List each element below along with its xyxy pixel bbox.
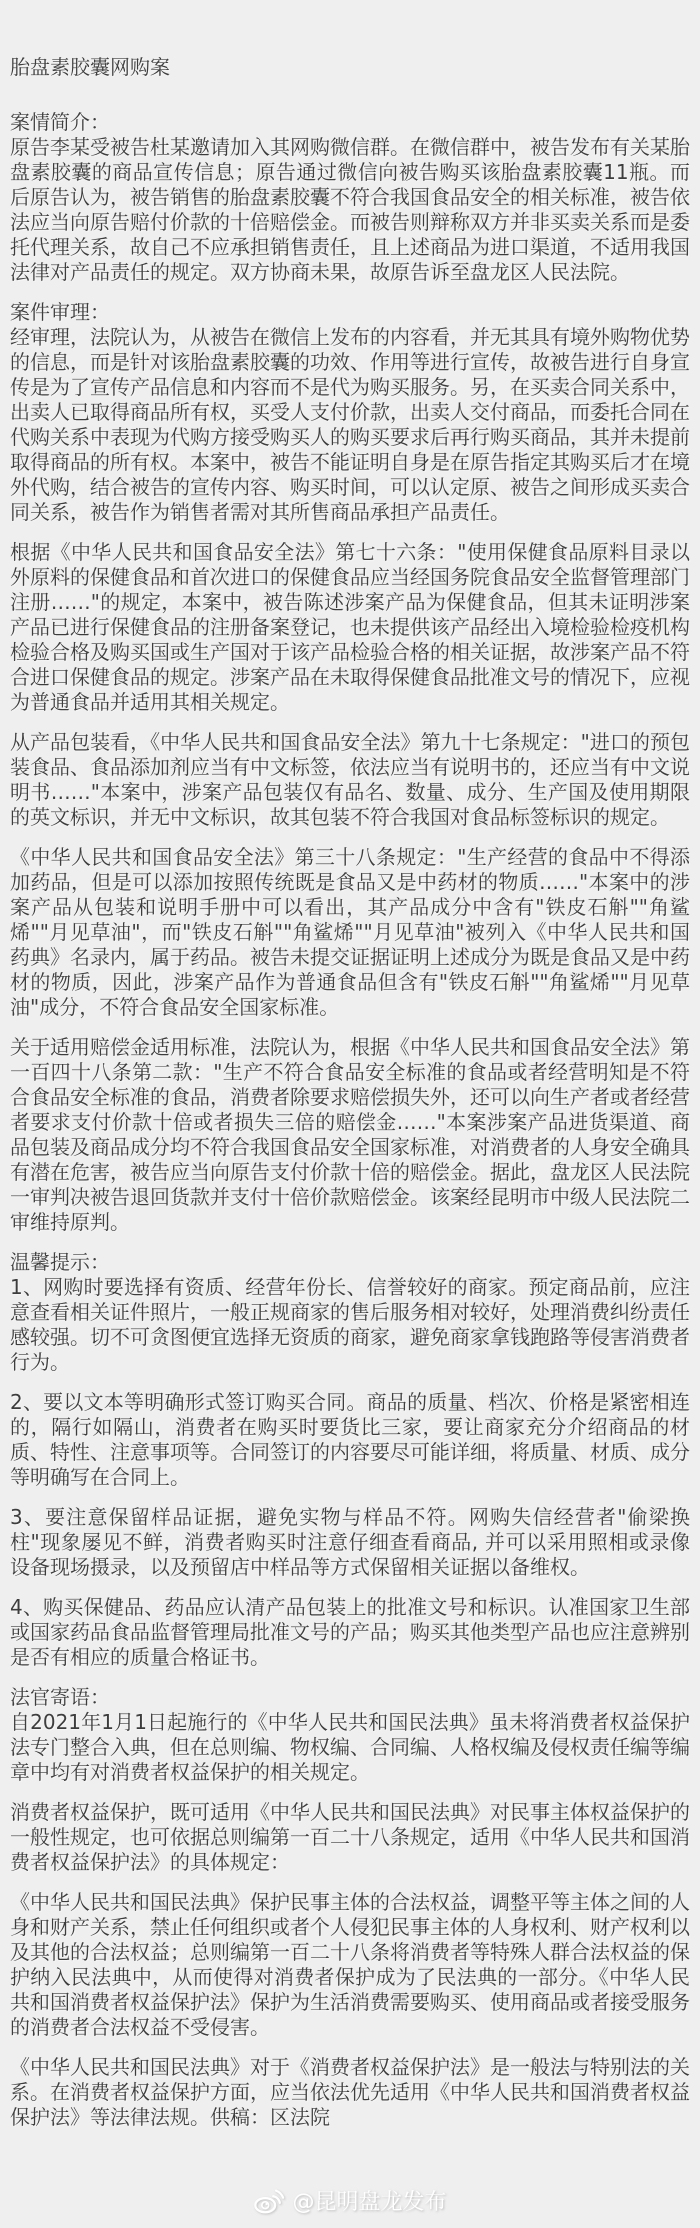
case-trial-heading: 案件审理：	[10, 300, 110, 324]
law-article-38-text: 《中华人民共和国食品安全法》第三十八条规定："生产经营的食品中不得添加药品，但是可以添加按照传统既是食品又是中药材的物质……"本案中的涉案产品从包装和说明手册中可以看出，其产品成分中含有"铁皮石斛""角鲨烯""月见草油"，而"铁皮石斛""角鲨烯""月见草油"被列入《中华人民共和国药典》名录内，属于药品。被告未提交证据证明上述成分为既是食品又是中药材的物质，因此，涉案产品作为普通食品但含有"铁皮石斛""角鲨烯""月见草油"成分，不符合食品安全国家标准。	[10, 845, 690, 1019]
judge-message-section	[10, 1685, 690, 1785]
tip-1-text: 1、网购时要选择有资质、经营年份长、信誉较好的商家。预定商品前，应注意查看相关证件照片，一般正规商家的售后服务相对较好，处理消费纠纷责任感较强。切不可贪图便宜选择无资质的商家，避免商家拿钱跑路等侵害消费者行为。	[10, 1275, 690, 1374]
law-article-38-paragraph	[10, 845, 690, 1020]
weibo-watermark-handle: @昆明盘龙发布	[292, 2190, 447, 2215]
tip-3-paragraph	[10, 1505, 690, 1580]
compensation-standard-text: 关于适用赔偿金适用标准，法院认为，根据《中华人民共和国食品安全法》第一百四十八条第二款："生产不符合食品安全标准的食品或者经营明知是不符合食品安全标准的食品，消费者除要求赔偿损失外，还可以向生产者或者经营者要求支付价款十倍或者损失三倍的赔偿金……"本案涉案产品进货渠道、商品包装及商品成分均不符合我国食品安全国家标准，对消费者的人身安全确具有潜在危害，被告应当向原告支付价款十倍的赔偿金。据此，盘龙区人民法院一审判决被告退回货款并支付十倍价款赔偿金。该案经昆明市中级人民法院二审维持原判。	[10, 1035, 690, 1234]
tip-2-paragraph	[10, 1390, 690, 1490]
general-special-law-paragraph	[10, 2055, 690, 2130]
tip-3-text: 3、要注意保留样品证据，避免实物与样品不符。网购失信经营者"偷梁换柱"现象屡见不鲜，消费者购买时注意仔细查看商品, 并可以采用照相或录像设备现场摄录，以及预留店中样品等方式保留相关证据以备维权。	[10, 1505, 690, 1579]
civil-code-protection-text: 《中华人民共和国民法典》保护民事主体的合法权益，调整平等主体之间的人身和财产关系，禁止任何组织或者个人侵犯民事主体的人身权利、财产权利以及其他的合法权益；总则编第一百二十八条将消费者等特殊人群合法权益的保护纳入民法典中，从而使得对消费者保护成为了民法典的一部分。《中华人民共和国消费者权益保护法》保护为生活消费需要购买、使用商品或者接受服务的消费者合法权益不受侵害。	[10, 1890, 690, 2039]
law-article-76-text: 根据《中华人民共和国食品安全法》第七十六条："使用保健食品原料目录以外原料的保健食品和首次进口的保健食品应当经国务院食品安全监督管理部门注册……"的规定，本案中，被告陈述涉案产品为保健食品，但其未证明涉案产品已进行保健食品的注册备案登记，也未提供该产品经出入境检验检疫机构检验合格及购买国或生产国对于该产品检验合格的相关证据，故涉案产品不符合进口保健食品的规定。涉案产品在未取得保健食品批准文号的情况下，应视为普通食品并适用其相关规定。	[10, 540, 690, 714]
tips-heading: 温馨提示：	[10, 1250, 110, 1274]
weibo-logo-icon	[253, 2187, 285, 2214]
case-intro-heading: 案情简介：	[10, 110, 110, 134]
general-special-law-text: 《中华人民共和国民法典》对于《消费者权益保护法》是一般法与特别法的关系。在消费者权益保护方面，应当依法优先适用《中华人民共和国消费者权益保护法》等法律法规。供稿：区法院	[10, 2055, 690, 2129]
case-intro-section	[10, 110, 690, 285]
judge-message-text: 自2021年1月1日起施行的《中华人民共和国民法典》虽未将消费者权益保护法专门整合入典，但在总则编、物权编、合同编、人格权编及侵权责任编等编章中均有对消费者权益保护的相关规定。	[10, 1710, 690, 1784]
tip-4-paragraph	[10, 1595, 690, 1670]
compensation-standard-paragraph	[10, 1035, 690, 1235]
weibo-watermark	[0, 2185, 700, 2216]
tip-2-text: 2、要以文本等明确形式签订购买合同。商品的质量、档次、价格是紧密相连的，隔行如隔山，消费者在购买时要货比三家，要让商家充分介绍商品的材质、特性、注意事项等。合同签订的内容要尽可能详细，将质量、材质、成分等明确写在合同上。	[10, 1390, 690, 1489]
consumer-protection-paragraph	[10, 1800, 690, 1875]
law-article-76-paragraph	[10, 540, 690, 715]
civil-code-protection-paragraph	[10, 1890, 690, 2040]
law-article-97-text: 从产品包装看，《中华人民共和国食品安全法》第九十七条规定："进口的预包装食品、食品添加剂应当有中文标签，依法应当有说明书的，还应当有中文说明书……"本案中，涉案产品包装仅有品名、数量、成分、生产国及使用期限的英文标识，并无中文标识，故其包装不符合我国对食品标签标识的规定。	[10, 730, 690, 829]
document-title: 胎盘素胶囊网购案	[10, 55, 170, 79]
case-trial-section	[10, 300, 690, 525]
judge-message-heading: 法官寄语：	[10, 1685, 110, 1709]
consumer-protection-text: 消费者权益保护，既可适用《中华人民共和国民法典》对民事主体权益保护的一般性规定，也可依据总则编第一百二十八条规定，适用《中华人民共和国消费者权益保护法》的具体规定：	[10, 1800, 690, 1874]
case-intro-text: 原告李某受被告杜某邀请加入其网购微信群。在微信群中，被告发布有关某胎盘素胶囊的商品宣传信息；原告通过微信向被告购买该胎盘素胶囊11瓶。而后原告认为，被告销售的胎盘素胶囊不符合我国食品安全的相关标准，被告依法应当向原告赔付价款的十倍赔偿金。而被告则辩称双方并非买卖关系而是委托代理关系，故自己不应承担销售责任，且上述商品为进口渠道，不适用我国法律对产品责任的规定。双方协商未果，故原告诉至盘龙区人民法院。	[10, 135, 690, 284]
tips-section	[10, 1250, 690, 1375]
tip-4-text: 4、购买保健品、药品应认清产品包装上的批准文号和标识。认准国家卫生部或国家药品食品监督管理局批准文号的产品；购买其他类型产品也应注意辨别是否有相应的质量合格证书。	[10, 1595, 690, 1669]
case-trial-text: 经审理，法院认为，从被告在微信上发布的内容看，并无其具有境外购物优势的信息，而是针对该胎盘素胶囊的功效、作用等进行宣传，故被告进行自身宣传是为了宣传产品信息和内容而不是代为购买服务。另，在买卖合同关系中，出卖人已取得商品所有权，买受人支付价款，出卖人交付商品，而委托合同在代购关系中表现为代购方接受购买人的购买要求后再行购买商品，其并未提前取得商品的所有权。本案中，被告不能证明自身是在原告指定其购买后才在境外代购，结合被告的宣传内容、购买时间，可以认定原、被告之间形成买卖合同关系，被告作为销售者需对其所售商品承担产品责任。	[10, 325, 690, 524]
law-article-97-paragraph	[10, 730, 690, 830]
